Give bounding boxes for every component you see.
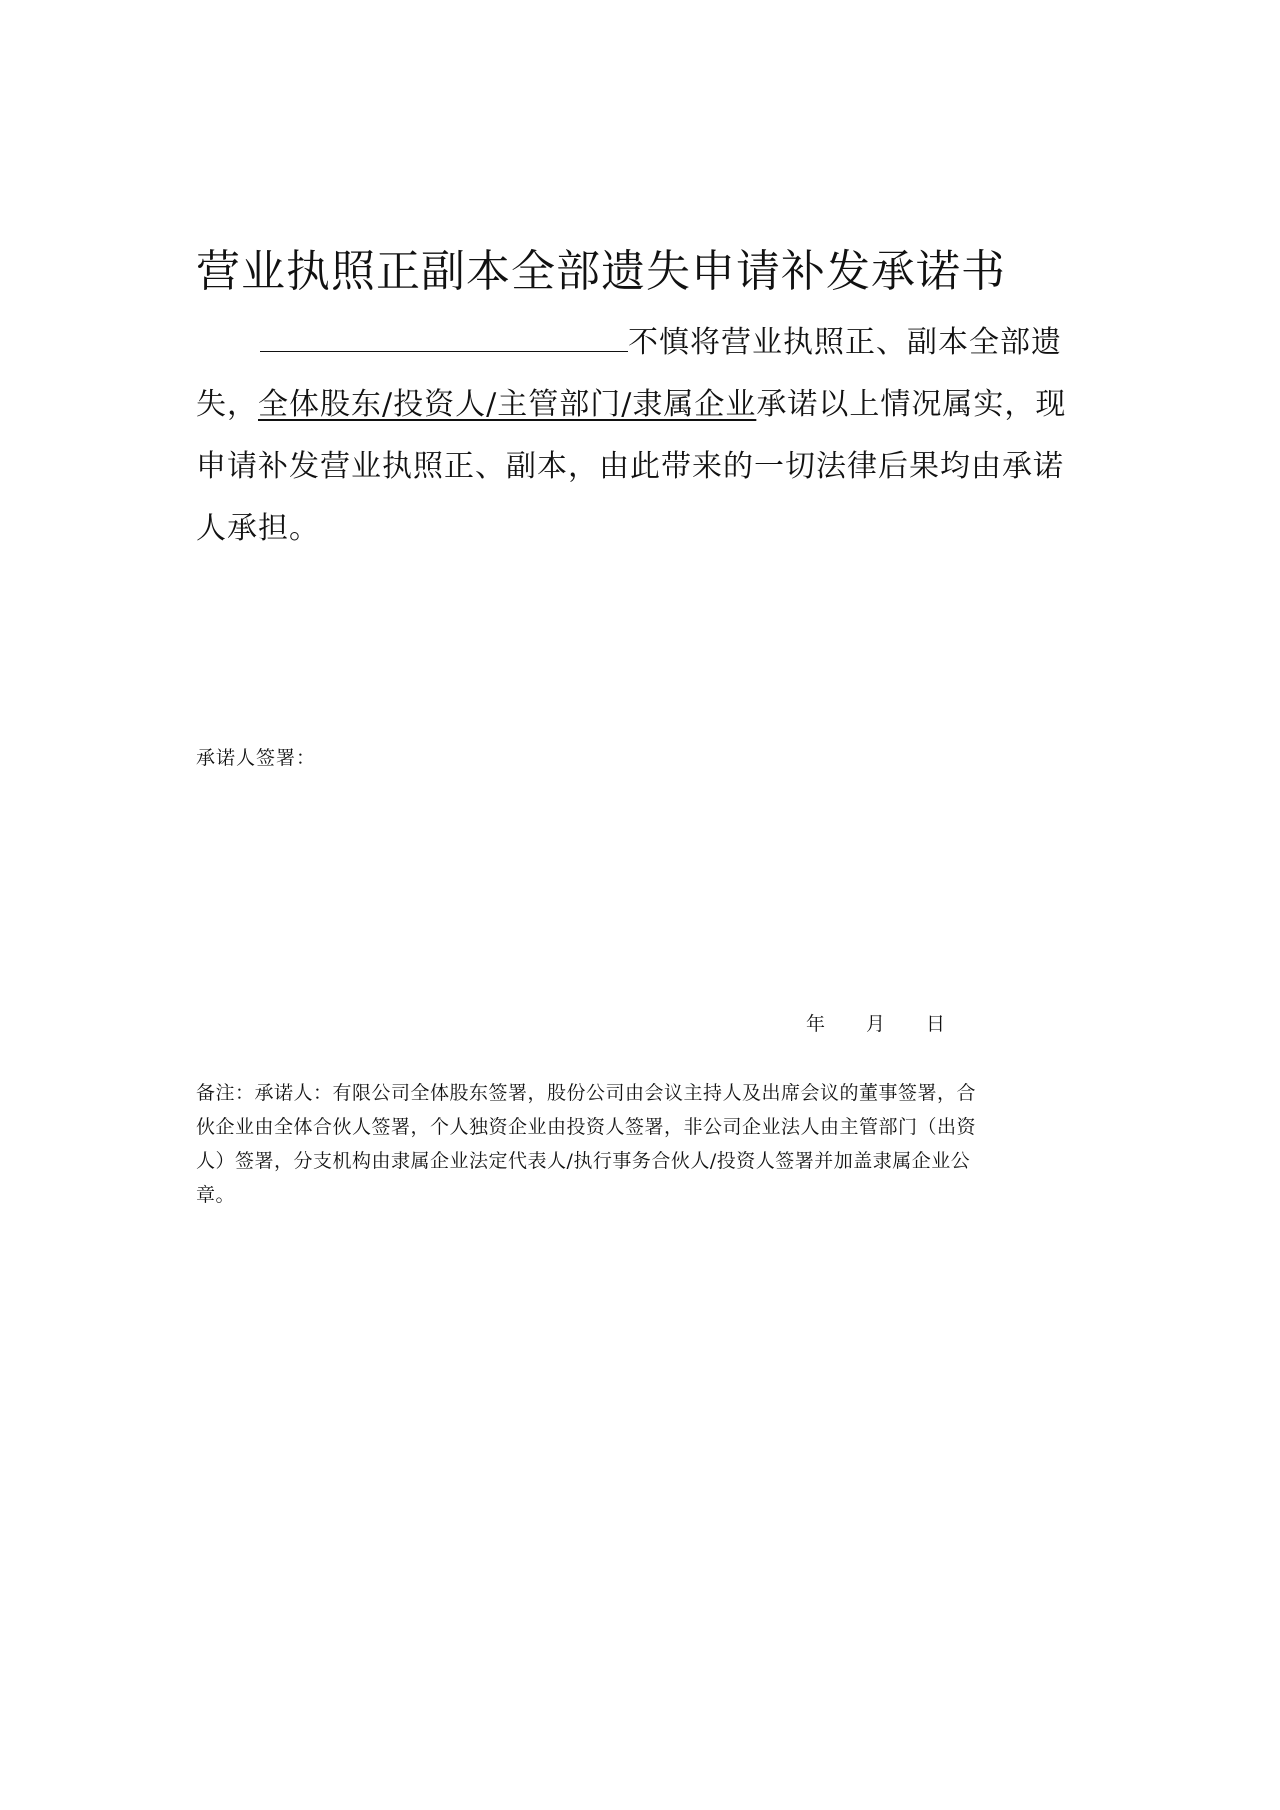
note-line: 备注：承诺人：有限公司全体股东签署，股份公司由会议主持人及出席会议的董事签署，合 xyxy=(196,1082,977,1104)
date-year-label: 年 xyxy=(806,1013,826,1035)
date-row xyxy=(806,1010,986,1038)
commitment-body xyxy=(196,312,1096,560)
body-line-1 xyxy=(196,312,1096,374)
body-line-2-prefix: 失， xyxy=(196,387,258,422)
applicant-name-blank[interactable] xyxy=(260,321,628,352)
body-line-1-text: 不慎将营业执照正、副本全部遗 xyxy=(628,325,1062,360)
document-title: 营业执照正副本全部遗失申请补发承诺书 xyxy=(196,246,1006,297)
signature-label: 承诺人签署： xyxy=(196,747,317,769)
remarks-note xyxy=(196,1076,1096,1212)
body-line-4: 人承担。 xyxy=(196,511,320,546)
note-line: 人）签署，分支机构由隶属企业法定代表人/执行事务合伙人/投资人签署并加盖隶属企业公 xyxy=(196,1150,971,1172)
note-line: 伙企业由全体合伙人签署，个人独资企业由投资人签署，非公司企业法人由主管部门（出资 xyxy=(196,1116,977,1138)
date-day-label: 日 xyxy=(926,1013,946,1035)
body-line-2-suffix: 承诺以上情况属实，现 xyxy=(756,387,1067,422)
body-line-2 xyxy=(196,374,1096,436)
body-line-3: 申请补发营业执照正、副本，由此带来的一切法律后果均由承诺 xyxy=(196,449,1064,484)
committer-types-underlined: 全体股东/投资人/主管部门/隶属企业 xyxy=(258,387,757,422)
note-line: 章。 xyxy=(196,1184,236,1206)
date-month-label: 月 xyxy=(866,1013,886,1035)
